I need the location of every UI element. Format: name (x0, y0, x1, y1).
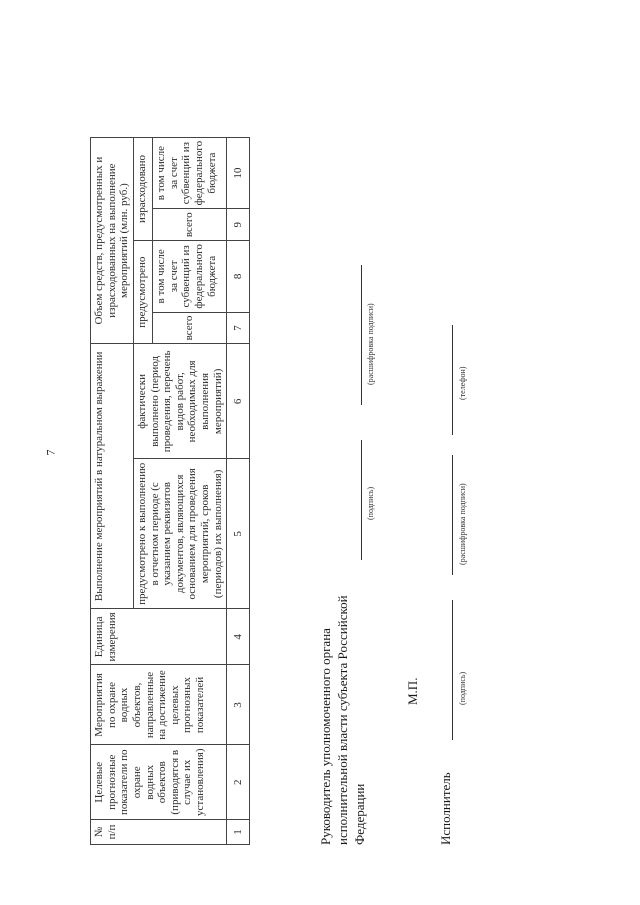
column-number: 3 (227, 665, 250, 745)
header-num: № п/п (91, 820, 227, 845)
column-number: 9 (227, 209, 250, 241)
header-spent-subsidies: в том числе за счет субвенций из федерального бюджета (153, 137, 227, 208)
signature-caption: (подпись) (366, 486, 375, 520)
header-funds: Объем средств, предусмотренных и израсходованных на выполнение мероприятий (млн. руб.) (91, 137, 134, 343)
header-spent-total: всего (153, 209, 227, 241)
phone-caption: (телефон) (458, 366, 467, 400)
header-execution: Выполнение мероприятий в натуральном выражении (91, 344, 134, 609)
executor-signature-line (452, 600, 453, 740)
decoding-caption: (расшифровка подписи) (366, 303, 375, 385)
column-number: 1 (227, 820, 250, 845)
column-number: 8 (227, 241, 250, 312)
stamp-label: М.П. (405, 677, 420, 705)
column-number: 10 (227, 137, 250, 208)
phone-line (452, 325, 453, 435)
column-number: 7 (227, 312, 250, 344)
header-targets: Целевые прогнозные показатели по охране водных объектов (приводятся в случае их установления) (91, 745, 227, 820)
page-number: 7 (43, 449, 58, 456)
column-number: 6 (227, 344, 250, 459)
column-number: 2 (227, 745, 250, 820)
executor-label: Исполнитель (438, 772, 453, 845)
header-planned-total: всего (153, 312, 227, 344)
column-number: 4 (227, 609, 250, 665)
decoding-line (361, 265, 362, 405)
header-funds-spent: израсходовано (133, 137, 152, 240)
report-table (90, 137, 250, 845)
executor-signature-caption: (подпись) (458, 671, 467, 705)
header-unit: Единица измерения (91, 609, 227, 665)
head-title: Руководитель уполномоченного органа исполнительной власти субъекта Российской Федерации (318, 595, 367, 845)
signature-line (361, 440, 362, 560)
header-measures: Мероприятия по охране водных объектов, направленные на достижение целевых прогнозных показателей (91, 665, 227, 745)
header-actual: фактически выполнено (период проведения, перечень видов работ, необходимых для выполнения мероприятий) (133, 344, 226, 459)
header-planned: предусмотрено к выполнению в отчетном периоде (с указанием реквизитов документов, являющихся основанием для проведения мероприятий, сроков (периодов) их выполнения) (133, 459, 226, 609)
executor-decoding-line (452, 455, 453, 575)
executor-decoding-caption: (расшифровка подписи) (458, 483, 467, 565)
header-planned-subsidies: в том числе за счет субвенций из федерального бюджета (153, 241, 227, 312)
column-number: 5 (227, 459, 250, 609)
header-funds-planned: предусмотрено (133, 241, 152, 344)
